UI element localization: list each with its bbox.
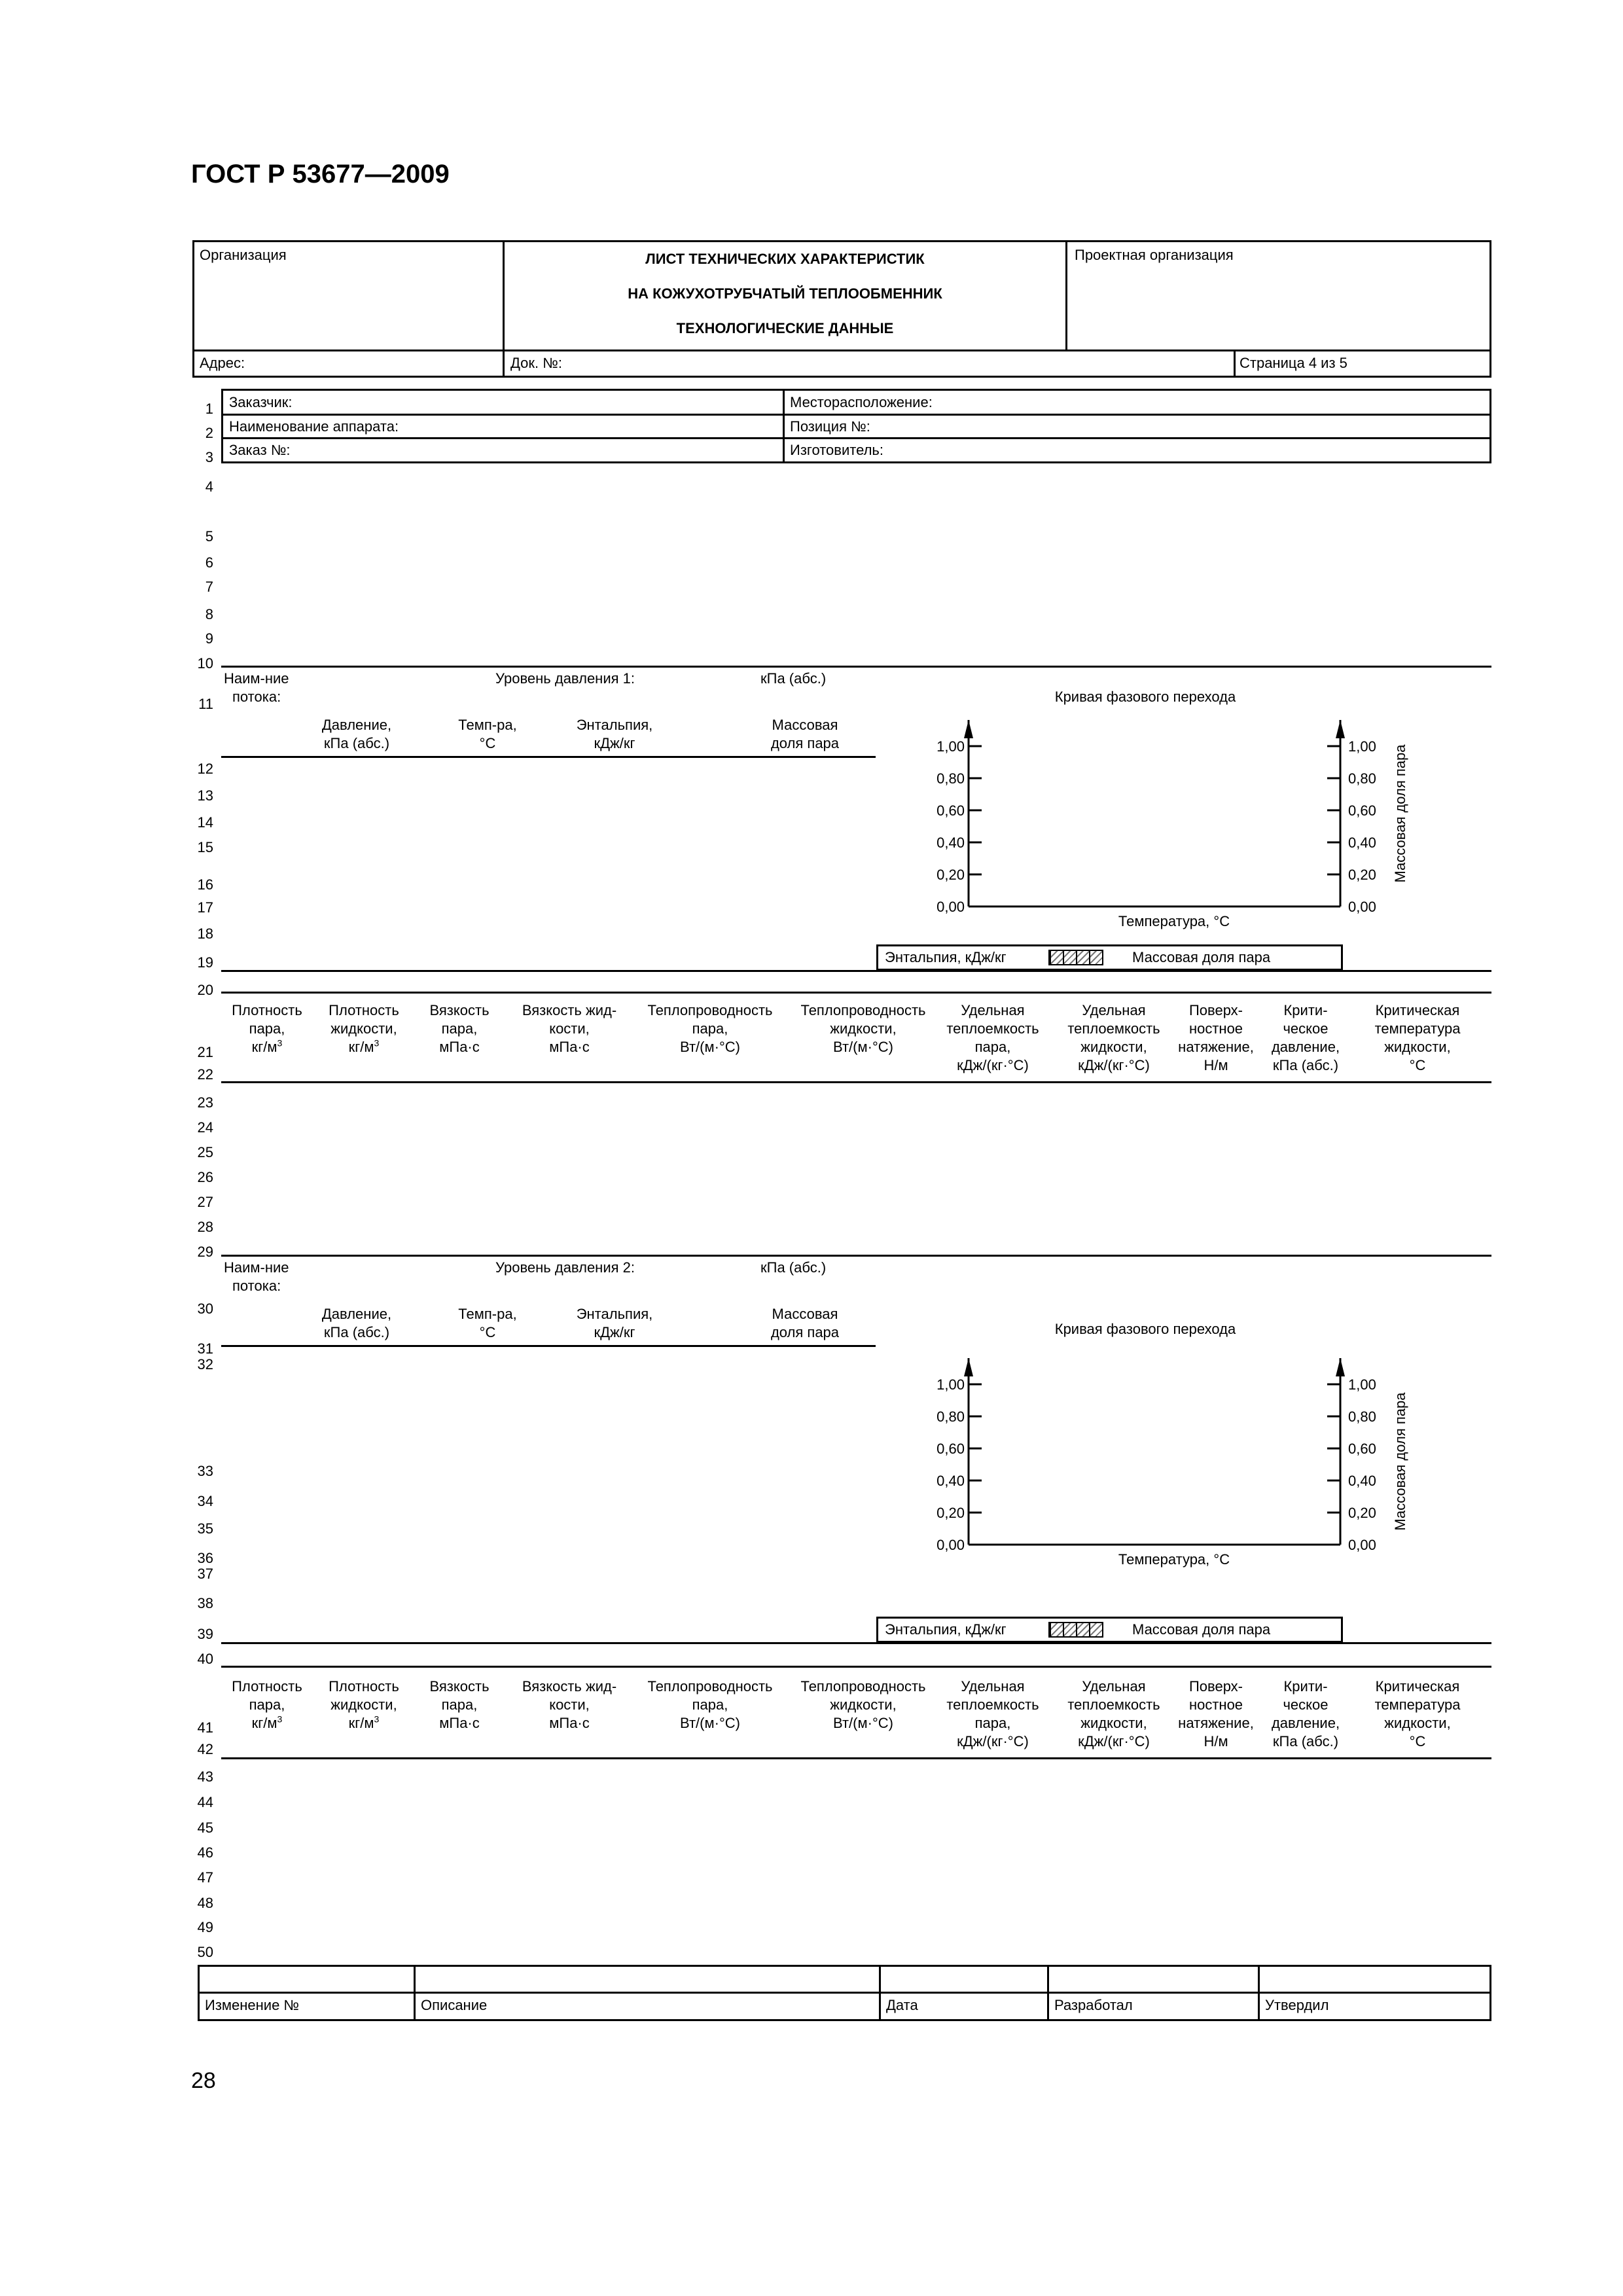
- row-number: 17: [197, 899, 213, 916]
- sheet-title-line2: НА КОЖУХОТРУБЧАТЫЙ ТЕПЛООБМЕННИК: [628, 285, 942, 302]
- stream-name-label-1: Наим-ние: [224, 670, 289, 687]
- row-number: 2: [205, 425, 213, 441]
- property-col-header: Вязкость пара, мПа·с: [429, 1002, 490, 1055]
- row-number: 43: [197, 1768, 213, 1785]
- enthalpy-label: Энтальпия, кДж/кг: [885, 1621, 1007, 1638]
- axis-arrow-icon: [964, 1358, 973, 1376]
- row-number: 46: [197, 1844, 213, 1861]
- col-vapor-fraction: Массовая доля пара: [770, 717, 840, 751]
- row-number: 16: [197, 876, 213, 893]
- col-vapor-fraction: Массовая доля пара: [770, 1306, 840, 1340]
- row-number: 47: [197, 1869, 213, 1886]
- property-col-header: Крити- ческое давление, кПа (абс.): [1271, 1678, 1340, 1749]
- row-number: 48: [197, 1895, 213, 1911]
- row-number: 36: [197, 1550, 213, 1566]
- description-label: Описание: [421, 1997, 488, 2013]
- developed-label: Разработал: [1054, 1997, 1133, 2013]
- property-col-header: Поверх- ностное натяжение, Н/м: [1178, 1678, 1254, 1749]
- sheet-title-line3: ТЕХНОЛОГИЧЕСКИЕ ДАННЫЕ: [676, 320, 894, 336]
- doc-no-label: Док. №:: [510, 355, 562, 371]
- row-number: 37: [197, 1566, 213, 1582]
- property-col-header: Плотность жидкости, $кг/м^3$: [329, 1002, 399, 1055]
- row-number: 13: [197, 787, 213, 804]
- property-col-header: Теплопроводность пара, Вт/(м·°С): [647, 1002, 773, 1055]
- y-tick-label: 0,60: [936, 802, 965, 819]
- x-axis-label: Температура, °С: [1118, 1551, 1230, 1568]
- property-col-header: Удельная теплоемкость жидкости, кДж/(кг·°С): [1067, 1002, 1160, 1073]
- col-temperature: Темп-ра, °C: [458, 1306, 517, 1340]
- row-number: 7: [205, 579, 213, 595]
- x-axis-label: Температура, °С: [1118, 913, 1230, 929]
- document-number: ГОСТ Р 53677—2009: [191, 160, 450, 188]
- col-pressure: Давление, кПа (абс.): [321, 717, 392, 751]
- y-tick-label: 0,80: [1348, 770, 1376, 787]
- property-col-header: Плотность пара, $кг/м^3$: [232, 1678, 302, 1731]
- y-tick-label: 0,00: [936, 899, 965, 915]
- row-number: 10: [197, 655, 213, 672]
- stream-name-label-1: Наим-ние: [224, 1259, 289, 1276]
- y-tick-label: 0,80: [936, 1408, 965, 1425]
- y-tick-label: 0,40: [936, 834, 965, 851]
- device-name-label: Наименование аппарата:: [229, 418, 399, 435]
- date-label: Дата: [886, 1997, 918, 2013]
- axis-arrow-icon: [1336, 1358, 1345, 1376]
- hatch-icon: [1048, 1622, 1103, 1638]
- y-tick-label: 1,00: [936, 738, 965, 755]
- y-tick-label: 0,00: [1348, 1537, 1376, 1553]
- row-number: 24: [197, 1119, 213, 1136]
- property-col-header: Плотность жидкости, $кг/м^3$: [329, 1678, 399, 1731]
- property-col-header: Вязкость жид- кости, мПа·с: [522, 1002, 617, 1055]
- y-tick-label: 0,40: [936, 1473, 965, 1489]
- stream-name-label-2: потока:: [232, 1278, 281, 1294]
- pressure-level-label: Уровень давления 2:: [495, 1259, 635, 1276]
- row-number: 1: [205, 401, 213, 417]
- y-tick-label: 1,00: [936, 1376, 965, 1393]
- row-number: 49: [197, 1919, 213, 1935]
- row-number: 19: [197, 954, 213, 971]
- row-number: 25: [197, 1144, 213, 1160]
- row-number: 27: [197, 1194, 213, 1210]
- row-number: 31: [197, 1340, 213, 1357]
- property-col-header: Критическая температура жидкости, °С: [1374, 1678, 1461, 1749]
- y-tick-label: 0,80: [936, 770, 965, 787]
- pressure-unit-label: кПа (абс.): [760, 670, 827, 687]
- organization-label: Организация: [200, 247, 287, 263]
- change-no-label: Изменение №: [205, 1997, 300, 2013]
- y-tick-label: 0,60: [1348, 802, 1376, 819]
- property-col-header: Плотность пара, $кг/м^3$: [232, 1002, 302, 1055]
- row-number: 12: [197, 761, 213, 777]
- property-col-header: Поверх- ностное натяжение, Н/м: [1178, 1002, 1254, 1073]
- enthalpy-label: Энтальпия, кДж/кг: [885, 949, 1007, 965]
- y-tick-label: 0,00: [936, 1537, 965, 1553]
- property-col-header: Удельная теплоемкость пара, кДж/(кг·°С): [946, 1678, 1039, 1749]
- position-label: Позиция №:: [790, 418, 870, 435]
- row-number: 8: [205, 606, 213, 622]
- chart-title: Кривая фазового перехода: [1054, 1321, 1236, 1337]
- pressure-level-label: Уровень давления 1:: [495, 670, 635, 687]
- row-number: 50: [197, 1944, 213, 1960]
- row-number: 44: [197, 1794, 213, 1810]
- y-tick-label: 0,60: [936, 1441, 965, 1457]
- row-number: 6: [205, 554, 213, 571]
- row-number: 14: [197, 814, 213, 831]
- customer-label: Заказчик:: [229, 394, 293, 410]
- row-number: 22: [197, 1066, 213, 1083]
- axis-arrow-icon: [1336, 720, 1345, 738]
- property-col-header: Теплопроводность пара, Вт/(м·°С): [647, 1678, 773, 1731]
- y-tick-label: 0,40: [1348, 834, 1376, 851]
- row-number: 26: [197, 1169, 213, 1185]
- hatch-icon: [1048, 950, 1103, 965]
- row-number: 40: [197, 1651, 213, 1667]
- vapor-fraction-axis-label: Массовая доля пара: [1392, 744, 1408, 883]
- property-col-header: Критическая температура жидкости, °С: [1374, 1002, 1461, 1073]
- axis-arrow-icon: [964, 720, 973, 738]
- order-label: Заказ №:: [229, 442, 291, 458]
- vapor-fraction-label: Массовая доля пара: [1132, 949, 1271, 965]
- row-number: 39: [197, 1626, 213, 1642]
- row-number: 18: [197, 925, 213, 942]
- col-pressure: Давление, кПа (абс.): [321, 1306, 392, 1340]
- y-tick-label: 0,20: [1348, 867, 1376, 883]
- property-col-header: Вязкость пара, мПа·с: [429, 1678, 490, 1731]
- row-number: 15: [197, 839, 213, 855]
- row-number: 21: [197, 1044, 213, 1060]
- y-tick-label: 0,00: [1348, 899, 1376, 915]
- row-number: 45: [197, 1820, 213, 1836]
- property-col-header: Теплопроводность жидкости, Вт/(м·°С): [800, 1678, 926, 1731]
- row-number: 35: [197, 1520, 213, 1537]
- chart-title: Кривая фазового перехода: [1054, 689, 1236, 705]
- y-tick-label: 0,80: [1348, 1408, 1376, 1425]
- row-number: 23: [197, 1094, 213, 1111]
- sheet-title-line1: ЛИСТ ТЕХНИЧЕСКИХ ХАРАКТЕРИСТИК: [645, 251, 925, 267]
- property-col-header: Крити- ческое давление, кПа (абс.): [1271, 1002, 1340, 1073]
- row-number: 20: [197, 982, 213, 998]
- y-tick-label: 0,20: [936, 1505, 965, 1521]
- page-of-label: Страница 4 из 5: [1240, 355, 1347, 371]
- y-tick-label: 0,20: [936, 867, 965, 883]
- y-tick-label: 0,40: [1348, 1473, 1376, 1489]
- manufacturer-label: Изготовитель:: [790, 442, 883, 458]
- row-number: 29: [197, 1244, 213, 1260]
- location-label: Месторасположение:: [790, 394, 933, 410]
- approved-label: Утвердил: [1265, 1997, 1329, 2013]
- y-tick-label: 1,00: [1348, 738, 1376, 755]
- col-temperature: Темп-ра, °C: [458, 717, 517, 751]
- row-number: 41: [197, 1719, 213, 1736]
- y-tick-label: 0,20: [1348, 1505, 1376, 1521]
- row-number: 30: [197, 1300, 213, 1317]
- col-enthalpy: Энтальпия, кДж/кг: [576, 1306, 653, 1340]
- row-number: 3: [205, 449, 213, 465]
- vapor-fraction-axis-label: Массовая доля пара: [1392, 1392, 1408, 1531]
- row-number: 28: [197, 1219, 213, 1235]
- col-enthalpy: Энтальпия, кДж/кг: [576, 717, 653, 751]
- row-number: 4: [205, 478, 213, 495]
- vapor-fraction-label: Массовая доля пара: [1132, 1621, 1271, 1638]
- row-number: 9: [205, 630, 213, 647]
- design-org-label: Проектная организация: [1075, 247, 1234, 263]
- property-col-header: Удельная теплоемкость жидкости, кДж/(кг·°С): [1067, 1678, 1160, 1749]
- page-number: 28: [191, 2068, 216, 2093]
- pressure-unit-label: кПа (абс.): [760, 1259, 827, 1276]
- row-number: 34: [197, 1493, 213, 1509]
- property-col-header: Вязкость жид- кости, мПа·с: [522, 1678, 617, 1731]
- property-col-header: Удельная теплоемкость пара, кДж/(кг·°С): [946, 1002, 1039, 1073]
- row-number: 32: [197, 1356, 213, 1372]
- row-number: 42: [197, 1741, 213, 1757]
- row-number: 11: [198, 696, 213, 712]
- row-number: 5: [205, 528, 213, 545]
- phase-transition-chart: [903, 1348, 1446, 1571]
- stream-name-label-2: потока:: [232, 689, 281, 705]
- phase-transition-chart: [903, 710, 1446, 933]
- row-number: 38: [197, 1595, 213, 1611]
- address-label: Адрес:: [200, 355, 245, 371]
- y-tick-label: 0,60: [1348, 1441, 1376, 1457]
- property-col-header: Теплопроводность жидкости, Вт/(м·°С): [800, 1002, 926, 1055]
- y-tick-label: 1,00: [1348, 1376, 1376, 1393]
- row-number: 33: [197, 1463, 213, 1479]
